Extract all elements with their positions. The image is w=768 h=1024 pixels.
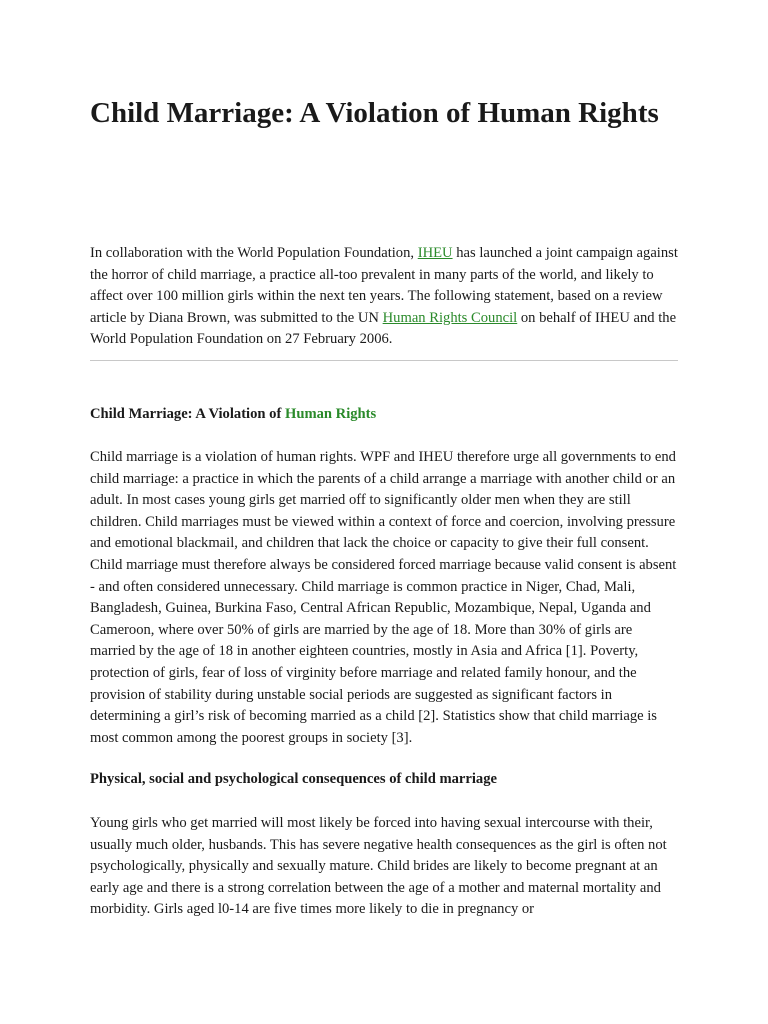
intro-paragraph (90, 243, 680, 351)
violation-paragraph: Child marriage is a violation of human rights. WPF and IHEU therefore urge all governments to end child marriage: a practice in which the parents of a child arrange a marriage with another child or an adult. In most cases young girls get married off to significantly older men when they are still children. Child marriages must be viewed within a context of force and coercion, involving pressure and emotional blackmail, and children that lack the choice or capacity to give their full consent. Child marriage must therefore always be considered forced marriage because valid consent is absent - and often considered unnecessary. Child marriage is common practice in Niger, Chad, Mali, Bangladesh, Guinea, Burkina Faso, Central African Republic, Mozambique, Nepal, Uganda and Cameroon, where over 50% of girls are married by the age of 18. More than 30% of girls are married by the age of 18 in another eighteen countries, mostly in Asia and Africa [1]. Poverty, protection of girls, fear of loss of virginity before marriage and related family honour, and the provision of stability during unstable social periods are suggested as significant factors in determining a girl’s risk of becoming married as a child [2]. Statistics show that child marriage is most common among the poorest groups in society [3]. (90, 449, 677, 746)
section-divider (90, 360, 678, 361)
section-heading-prefix: Child Marriage: A Violation of (90, 406, 285, 422)
section-heading-consequences: Physical, social and psychological consequences of child marriage (90, 771, 498, 787)
human-rights-council-link[interactable]: Human Rights Council (382, 309, 518, 326)
consequences-paragraph: Young girls who get married will most likely be forced into having sexual intercourse with their, usually much older, husbands. This has severe negative health consequences as the girl is often not psychologically, physically and sexually mature. Child brides are likely to become pregnant at an early age and there is a strong correlation between the age of a mother and maternal mortality and morbidity. Girls aged l0-14 are five times more likely to die in pregnancy or (90, 815, 667, 918)
section-heading-green: Human Rights (284, 406, 377, 422)
intro-text-2: has launched a joint campaign against the horror of child marriage, a practice all-too prevalent in many parts of the world, and likely to affect over 100 million girls within the next ten years. The following statement, based on a review article by Diana Brown, was submitted to the UN (90, 245, 678, 326)
intro-text-3: on behalf of IHEU and the World Population Foundation on 27 February 2006. (90, 309, 677, 348)
page-title: Child Marriage: A Violation of Human Rights (90, 97, 659, 129)
intro-text-1: In collaboration with the World Population Foundation, (90, 245, 418, 261)
section-heading-violation (90, 404, 680, 425)
iheu-link[interactable]: IHEU (417, 245, 453, 261)
